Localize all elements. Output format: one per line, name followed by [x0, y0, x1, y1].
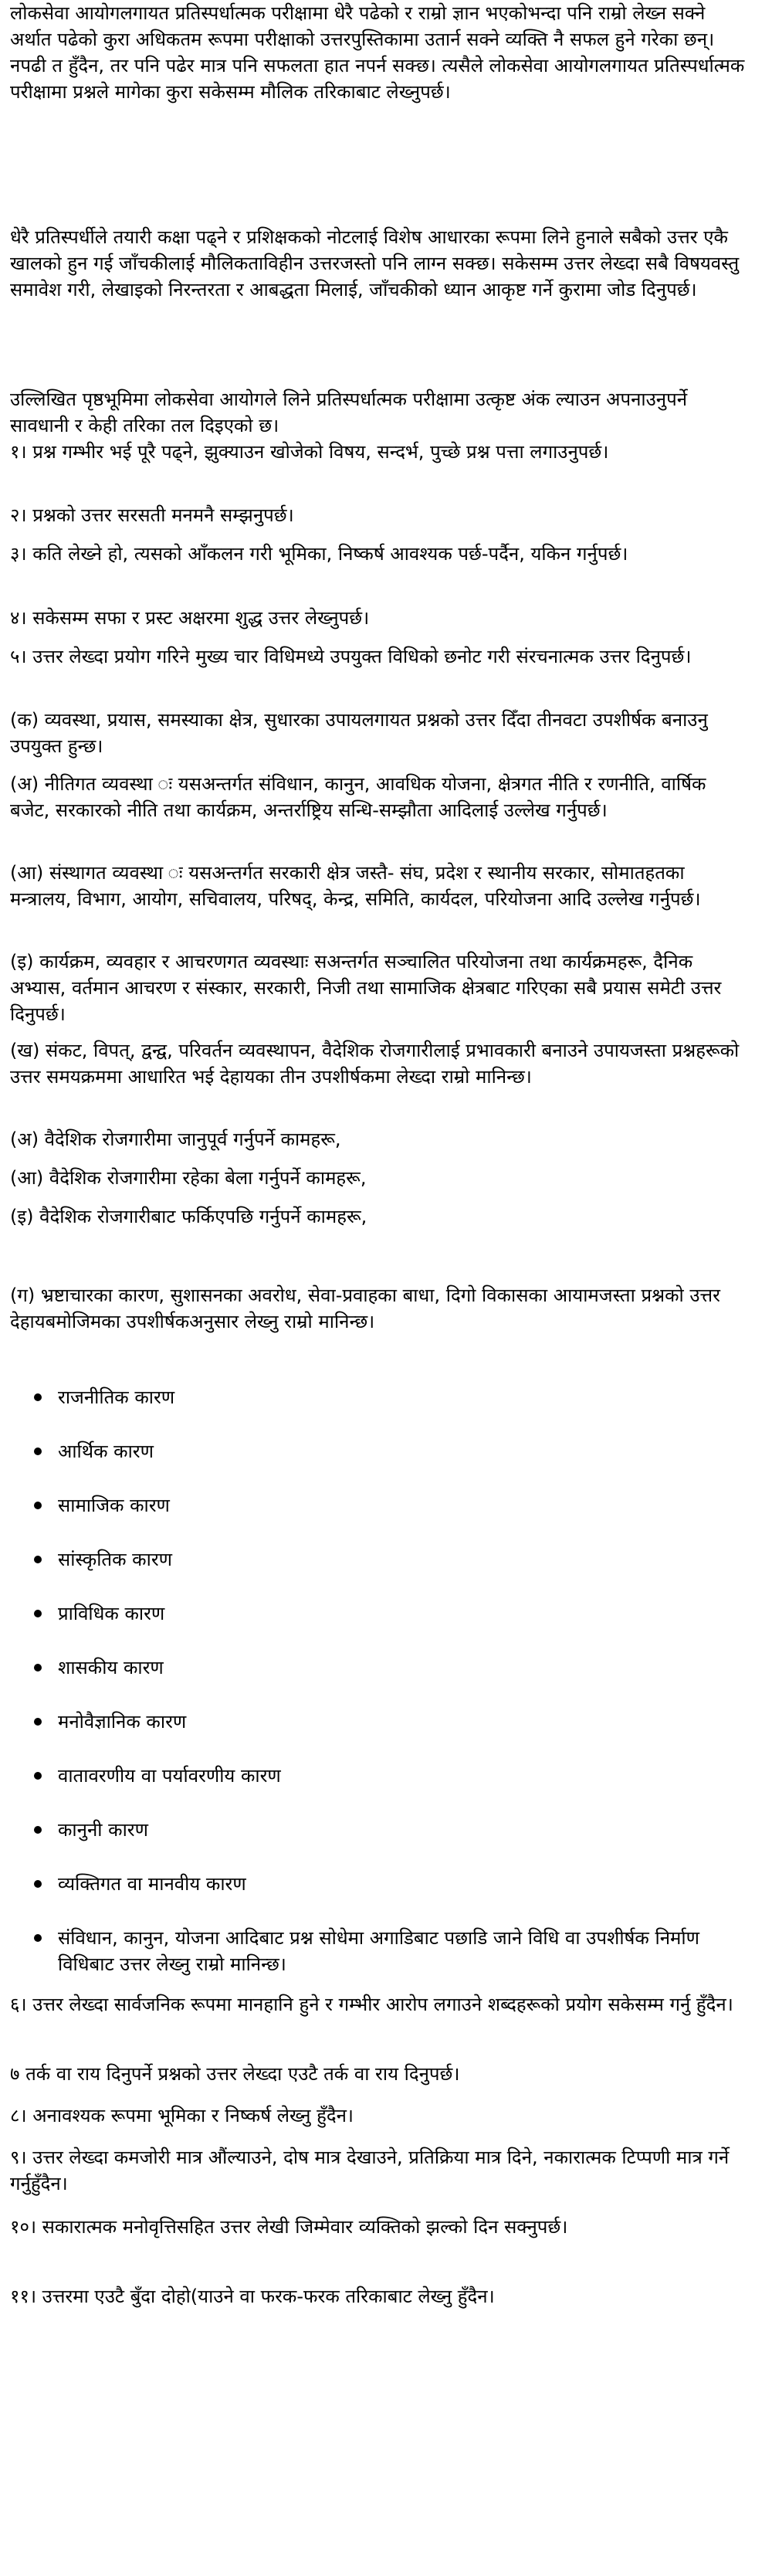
list-item-text: वातावरणीय वा पर्यावरणीय कारण: [58, 1765, 281, 1787]
guideline-2: २। प्रश्नको उत्तर सरसती मनमनै सम्झनुपर्छ।: [10, 504, 294, 526]
list-item: [10, 1925, 749, 1977]
guideline-7: ७ तर्क वा राय दिनुपर्ने प्रश्नको उत्तर लेख्दा एउटै तर्क वा राय दिनुपर्छ।: [10, 2063, 460, 2085]
bullet-icon: [34, 1880, 42, 1888]
bullet-icon: [34, 1664, 42, 1672]
guideline-kha-a: (अ) वैदेशिक रोजगारीमा जानुपूर्व गर्नुपर्ने कामहरू,: [10, 1128, 341, 1150]
guideline-10: १०। सकारात्मक मनोवृत्तिसहित उत्तर लेखी जिम्मेवार व्यक्तिको झल्को दिन सक्नुपर्छ।: [10, 2216, 568, 2238]
list-item: [10, 1438, 749, 1464]
list-item-text: कानुनी कारण: [58, 1819, 148, 1841]
bullet-icon: [34, 1610, 42, 1617]
intro-paragraph-3: उल्लिखित पृष्ठभूमिमा लोकसेवा आयोगले लिने प्रतिस्पर्धात्मक परीक्षामा उत्कृष्ट अंक ल्याउन अपनाउनुपर्ने सावधानी र केही तरिका तल दिइएको छ।: [10, 389, 688, 436]
list-item-text: शासकीय कारण: [58, 1657, 164, 1678]
guideline-kha: (ख) संकट, विपत्, द्वन्द्व, परिवर्तन व्यवस्थापन, वैदेशिक रोजगारीलाई प्रभावकारी बनाउने उपायजस्ता प्रश्नहरूको उत्तर समयक्रममा आधारित भई देहायका तीन उपशीर्षकमा लेख्दा राम्रो मानिन्छ।: [10, 1040, 740, 1088]
bullet-icon: [34, 1556, 42, 1563]
bullet-icon: [34, 1934, 42, 1942]
guideline-ka: (क) व्यवस्था, प्रयास, समस्याका क्षेत्र, सुधारका उपायलगायत प्रश्नको उत्तर दिँदा तीनवटा उपशीर्षक बनाउनु उपयुक्त हुन्छ।: [10, 709, 708, 757]
guideline-kha-i: (इ) वैदेशिक रोजगारीबाट फर्किएपछि गर्नुपर्ने कामहरू,: [10, 1206, 367, 1227]
list-item-text: संविधान, कानुन, योजना आदिबाट प्रश्न सोधेमा अगाडिबाट पछाडि जाने विधि वा उपशीर्षक निर्माण विधिबाट उत्तर लेख्नु राम्रो मानिन्छ।: [58, 1927, 699, 1975]
guideline-ka-a: (अ) नीतिगत व्यवस्था ः यसअन्तर्गत संविधान, कानुन, आवधिक योजना, क्षेत्रगत नीति र रणनीति, वार्षिक बजेट, सरकारको नीति तथा कार्यक्रम, अन्तर्राष्ट्रिय सन्धि-सम्झौता आदिलाई उल्लेख गर्नुपर्छ।: [10, 773, 706, 821]
list-item: [10, 1384, 749, 1410]
list-item: [10, 1600, 749, 1627]
list-item-text: व्यक्तिगत वा मानवीय कारण: [58, 1873, 246, 1895]
guideline-6: ६। उत्तर लेख्दा सार्वजनिक रूपमा मानहानि हुने र गम्भीर आरोप लगाउने शब्दहरूको प्रयोग सकेसम्म गर्नु हुँदैन।: [10, 1994, 733, 2015]
bullet-icon: [34, 1502, 42, 1509]
list-item-text: सामाजिक कारण: [58, 1495, 170, 1516]
bullet-icon: [34, 1448, 42, 1455]
list-item: [10, 1492, 749, 1519]
list-item-text: आर्थिक कारण: [58, 1441, 154, 1462]
guideline-ka-aa: (आ) संस्थागत व्यवस्था ः यसअन्तर्गत सरकारी क्षेत्र जस्तै- संघ, प्रदेश र स्थानीय सरकार, सोमातहतका मन्त्रालय, विभाग, आयोग, सचिवालय, परिषद्, केन्द्र, समिति, कार्यदल, परियोजना आदि उल्लेख गर्नुपर्छ।: [10, 862, 701, 910]
list-item: [10, 1709, 749, 1735]
list-item: [10, 1763, 749, 1789]
bullet-icon: [34, 1718, 42, 1726]
guideline-ka-i: (इ) कार्यक्रम, व्यवहार र आचरणगत व्यवस्थाः सअन्तर्गत सञ्चालित परियोजना तथा कार्यक्रमहरू, दैनिक अभ्यास, वर्तमान आचरण र संस्कार, सरकारी, निजी तथा सामाजिक क्षेत्रबाट गरिएका सबै प्रयास समेटी उत्तर दिनुपर्छ।: [10, 951, 722, 1025]
list-item-text: मनोवैज्ञानिक कारण: [58, 1711, 187, 1733]
guideline-9: ९। उत्तर लेख्दा कमजोरी मात्र औंल्याउने, दोष मात्र देखाउने, प्रतिक्रिया मात्र दिने, नकारात्मक टिप्पणी मात्र गर्ने गर्नुहुँदैन।: [10, 2147, 730, 2194]
list-item-text: प्राविधिक कारण: [58, 1603, 165, 1624]
list-item: [10, 1655, 749, 1681]
guideline-5: ५। उत्तर लेख्दा प्रयोग गरिने मुख्य चार विधिमध्ये उपयुक्त विधिको छनोट गरी संरचनात्मक उत्तर दिनुपर्छ।: [10, 646, 692, 667]
guideline-kha-aa: (आ) वैदेशिक रोजगारीमा रहेका बेला गर्नुपर्ने कामहरू,: [10, 1167, 367, 1189]
guideline-11: ११। उत्तरमा एउटै बुँदा दोहो(याउने वा फरक-फरक तरिकाबाट लेख्नु हुँदैन।: [10, 2286, 495, 2307]
bullet-icon: [34, 1826, 42, 1834]
guideline-8: ८। अनावश्यक रूपमा भूमिका र निष्कर्ष लेख्नु हुँदैन।: [10, 2105, 354, 2126]
bullet-icon: [34, 1772, 42, 1780]
guideline-3: ३। कति लेख्ने हो, त्यसको आँकलन गरी भूमिका, निष्कर्ष आवश्यक पर्छ-पर्दैन, यकिन गर्नुपर्छ।: [10, 543, 628, 565]
guideline-1: १। प्रश्न गम्भीर भई पूरै पढ्ने, झुक्याउन खोजेको विषय, सन्दर्भ, पुच्छे प्रश्न पत्ता लगाउनुपर्छ।: [10, 441, 609, 463]
intro-paragraph-1: लोकसेवा आयोगलगायत प्रतिस्पर्धात्मक परीक्षामा धेरै पढेको र राम्रो ज्ञान भएकोभन्दा पनि राम्रो लेख्न सक्ने अर्थात पढेको कुरा अधिकतम रूपमा परीक्षाको उत्तरपुस्तिकामा उतार्न सक्ने व्यक्ति नै सफल हुने गरेका छन्। नपढी त हुँदैन, तर पनि पढेर मात्र पनि सफलता हात नपर्न सक्छ। त्यसैले लोकसेवा आयोगलगायत प्रतिस्पर्धात्मक परीक्षामा प्रश्नले मागेका कुरा सकेसम्म मौलिक तरिकाबाट लेख्नुपर्छ।: [10, 2, 745, 103]
guideline-ga: (ग) भ्रष्टाचारका कारण, सुशासनका अवरोध, सेवा-प्रवाहका बाधा, दिगो विकासका आयामजस्ता प्रश्नको उत्तर देहायबमोजिमका उपशीर्षकअनुसार लेख्नु राम्रो मानिन्छ।: [10, 1285, 720, 1332]
list-item: [10, 1871, 749, 1897]
list-item: [10, 1817, 749, 1843]
bullet-icon: [34, 1393, 42, 1401]
list-item-text: सांस्कृतिक कारण: [58, 1549, 172, 1570]
list-item-text: राजनीतिक कारण: [58, 1386, 175, 1408]
intro-paragraph-2: धेरै प्रतिस्पर्धीले तयारी कक्षा पढ्ने र प्रशिक्षकको नोटलाई विशेष आधारका रूपमा लिने हुनाले सबैको उत्तर एकै खालको हुन गई जाँचकीलाई मौलिकताविहीन उत्तरजस्तो पनि लाग्न सक्छ। सकेसम्म उत्तर लेख्दा सबै विषयवस्तु समावेश गरी, लेखाइको निरन्तरता र आबद्धता मिलाई, जाँचकीको ध्यान आकृष्ट गर्ने कुरामा जोड दिनुपर्छ।: [10, 226, 740, 300]
list-item: [10, 1546, 749, 1573]
guideline-4: ४। सकेसम्म सफा र प्रस्ट अक्षरमा शुद्ध उत्तर लेख्नुपर्छ।: [10, 607, 370, 629]
